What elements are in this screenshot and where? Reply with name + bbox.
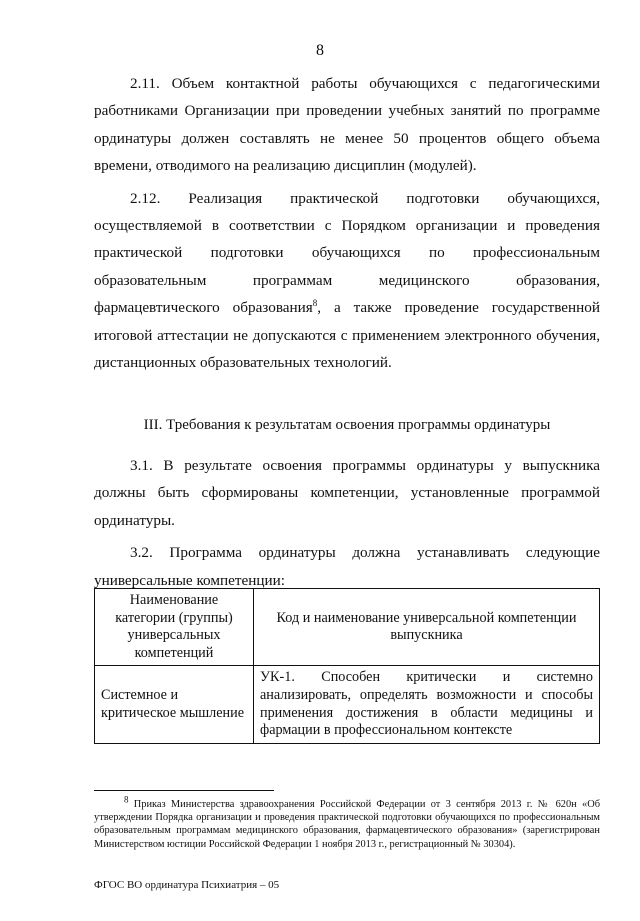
- table-header-competence: Код и наименование универсальной компетенции выпускника: [254, 589, 600, 666]
- footnote: [94, 794, 600, 851]
- footnote-text: [94, 794, 600, 851]
- paragraph-2-11: 2.11. Объем контактной работы обучающихся с педагогическими работниками Организации при проведении учебных занятий по программе ординатуры должен составлять не менее 50 процентов общего объема времени, отводимого на реализацию дисциплин (модулей).: [94, 75, 600, 175]
- competencies-table: [94, 588, 600, 744]
- table-header-category: Наименование категории (группы) универсальных компетенций: [95, 589, 254, 666]
- paragraph-2-12-text-b: , а также проведение государственной итоговой аттестации не допускаются с применением электронного обучения, дистанционных образовательных технологий.: [94, 299, 600, 372]
- footnote-body: Приказ Министерства здравоохранения Российской Федерации от 3 сентября 2013 г. № 620н «Об утверждении Порядка организации и проведения практической подготовки обучающихся по профессиональным образовательным программам медицинского образования, фармацевтического образования» (зарегистрирован Министерством юстиции Российской Федерации 1 ноября 2013 г., регистрационный № 30304).: [94, 799, 600, 850]
- paragraph-2-12: [94, 185, 600, 377]
- paragraph-2-12-text-a: 2.12. Реализация практической подготовки обучающихся, осуществляемой в соответствии с Порядком организации и проведения практической подготовки обучающихся по профессиональным образовательным программам медицинского образования, фармацевтического образования: [94, 189, 600, 317]
- paragraph-3-2: 3.2. Программа ординатуры должна устанавливать следующие универсальные компетенции:: [94, 544, 600, 589]
- footnote-mark: 8: [124, 794, 129, 805]
- table-cell-category: Системное и критическое мышление: [95, 666, 254, 743]
- footnote-separator: [94, 790, 274, 791]
- table-row: [95, 666, 600, 743]
- paragraph-3-1: 3.1. В результате освоения программы ординатуры у выпускника должны быть сформированы компетенции, установленные программой ординатуры.: [94, 456, 600, 529]
- page-footer: ФГОС ВО ординатура Психиатрия – 05: [94, 879, 280, 891]
- page-number: 8: [316, 42, 324, 59]
- table-header-row: [95, 589, 600, 666]
- section-heading: III. Требования к результатам освоения программы ординатуры: [143, 417, 551, 434]
- table-cell-competence: УК-1. Способен критически и системно анализировать, определять возможности и способы применения достижения в области медицины и фармации в профессиональном контексте: [254, 666, 600, 743]
- footnote-reference: 8: [312, 298, 318, 309]
- document-body: [94, 70, 600, 594]
